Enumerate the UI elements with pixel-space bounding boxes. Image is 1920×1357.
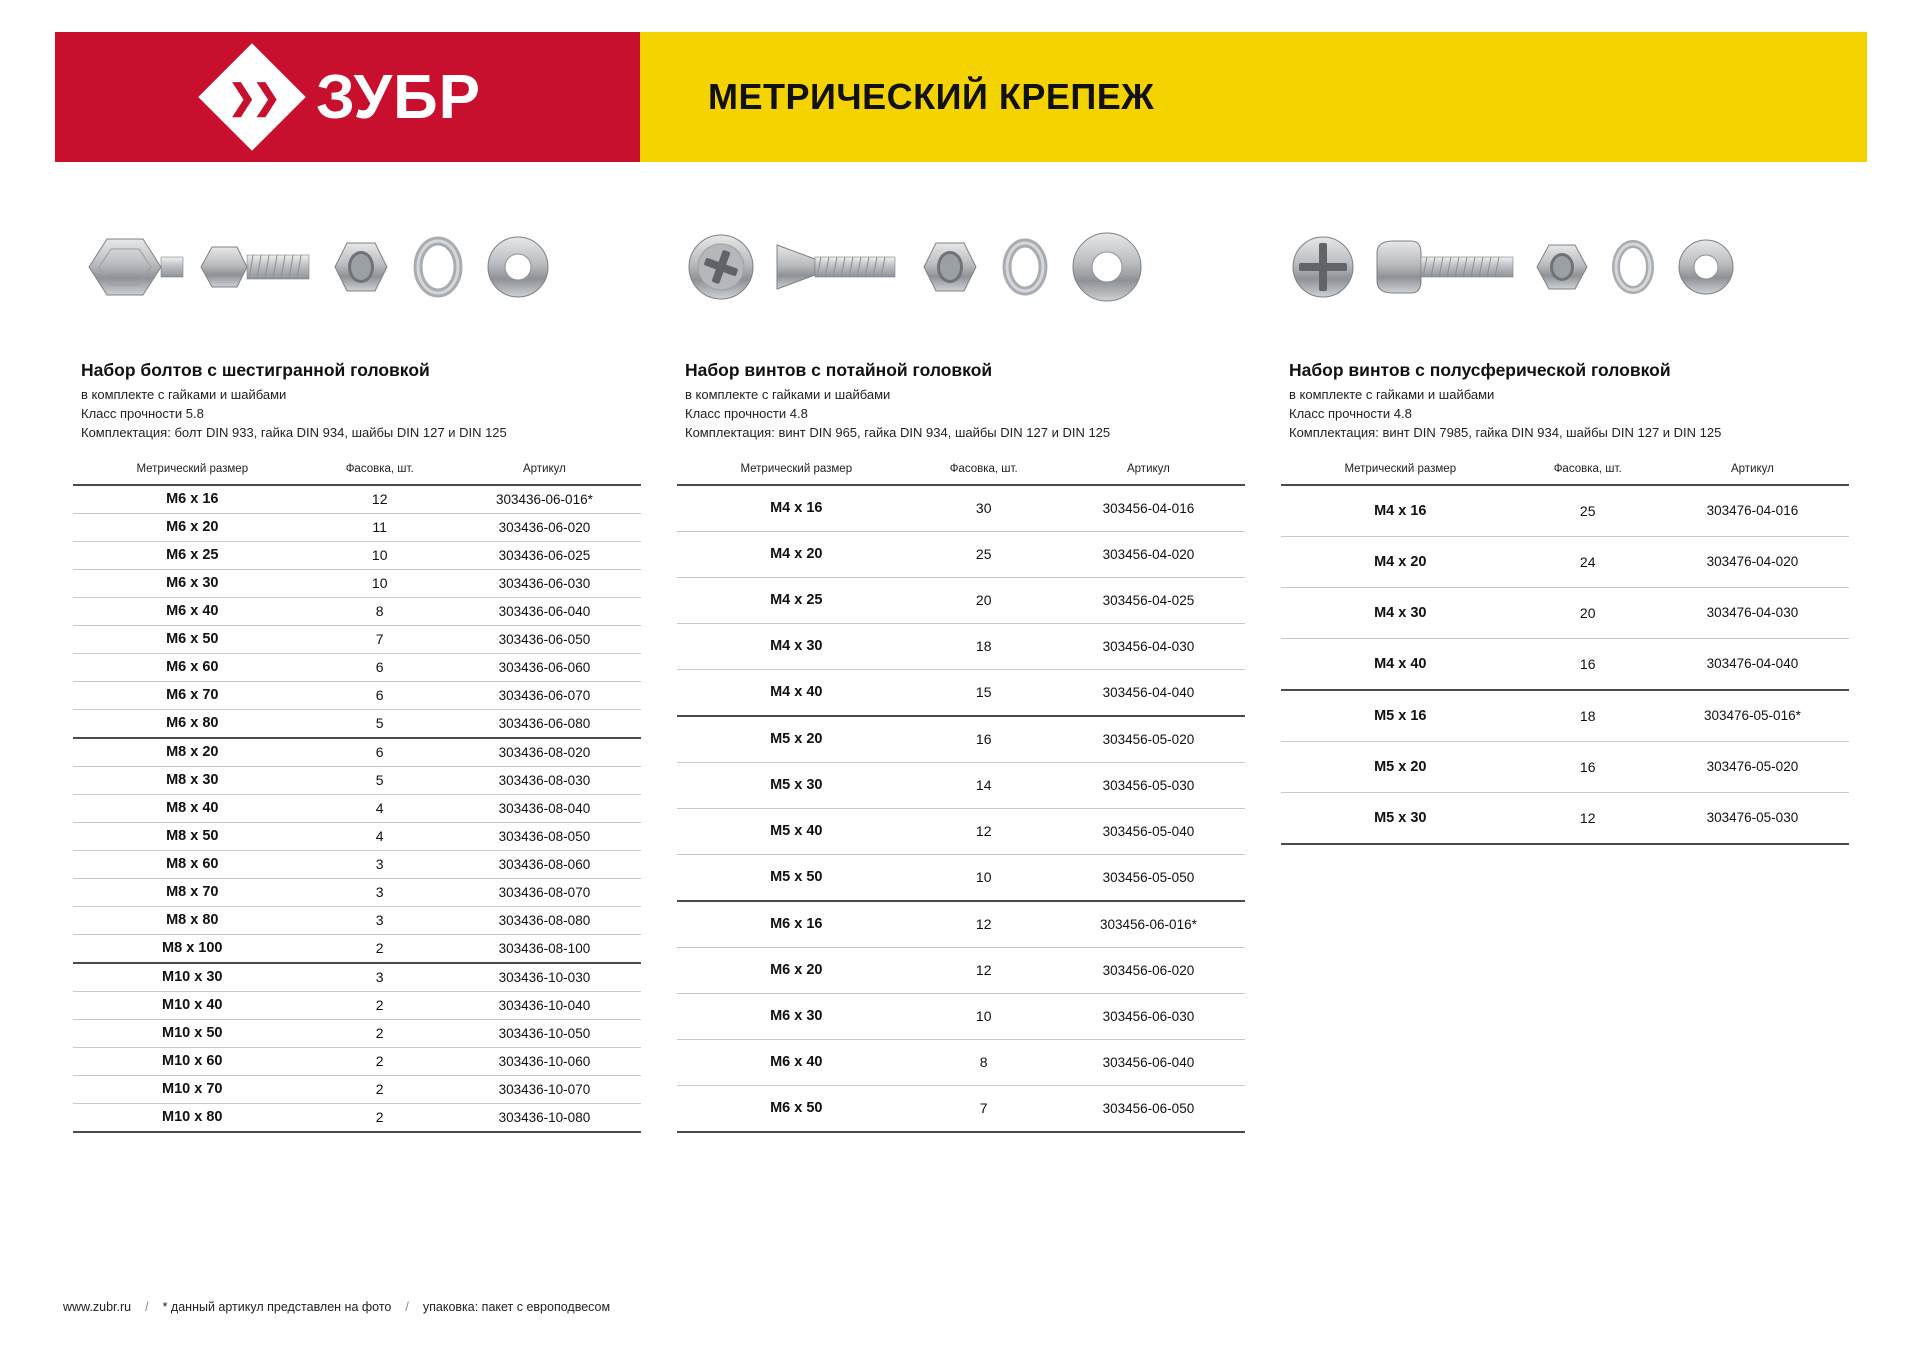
- flat-washer-icon: [1671, 217, 1741, 317]
- cell-size: M6 x 30: [677, 993, 916, 1039]
- cell-quantity: 24: [1520, 536, 1656, 587]
- cell-size: M8 x 100: [73, 934, 312, 963]
- cell-quantity: 3: [312, 878, 448, 906]
- page-header: [55, 32, 1867, 162]
- cell-article: 303456-04-020: [1052, 531, 1245, 577]
- cell-size: M8 x 80: [73, 906, 312, 934]
- footer-note: * данный артикул представлен на фото: [162, 1300, 392, 1314]
- cell-size: M6 x 20: [677, 947, 916, 993]
- cell-quantity: 6: [312, 738, 448, 767]
- cell-size: M4 x 40: [677, 669, 916, 716]
- table-row: [73, 709, 641, 738]
- cell-size: M10 x 50: [73, 1019, 312, 1047]
- cell-article: 303436-06-060: [448, 653, 641, 681]
- footer-separator-2: /: [405, 1300, 409, 1314]
- cell-article: 303436-10-080: [448, 1103, 641, 1132]
- cell-size: M5 x 30: [1281, 792, 1520, 844]
- cell-quantity: 4: [312, 822, 448, 850]
- cell-article: 303456-05-020: [1052, 716, 1245, 763]
- cell-article: 303456-04-025: [1052, 577, 1245, 623]
- cell-size: M4 x 20: [1281, 536, 1520, 587]
- cell-size: M10 x 30: [73, 963, 312, 992]
- cell-article: 303436-06-020: [448, 513, 641, 541]
- cell-article: 303456-04-040: [1052, 669, 1245, 716]
- col-header-qty: Фасовка, шт.: [312, 457, 448, 485]
- set-line-2: Класс прочности 4.8: [685, 405, 808, 421]
- cell-size: M6 x 50: [677, 1085, 916, 1132]
- cell-quantity: 7: [312, 625, 448, 653]
- cell-quantity: 16: [1520, 638, 1656, 690]
- table-row: [677, 901, 1245, 948]
- cell-quantity: 10: [312, 541, 448, 569]
- countersunk-screws-table: [677, 457, 1245, 1133]
- column-countersunk-screws: [659, 162, 1263, 1262]
- cell-article: 303436-08-060: [448, 850, 641, 878]
- cell-quantity: 11: [312, 513, 448, 541]
- column-pan-head-screws: [1263, 162, 1867, 1262]
- cell-quantity: 2: [312, 934, 448, 963]
- set-line-2: Класс прочности 5.8: [81, 405, 204, 421]
- footer-separator-1: /: [145, 1300, 149, 1314]
- col-header-size: Метрический размер: [1281, 457, 1520, 485]
- cell-article: 303436-08-020: [448, 738, 641, 767]
- cell-article: 303436-08-050: [448, 822, 641, 850]
- brand-logo-block: [55, 32, 640, 162]
- table-header-row: [1281, 457, 1849, 485]
- cell-quantity: 6: [312, 681, 448, 709]
- cell-article: 303456-06-050: [1052, 1085, 1245, 1132]
- table-row: [677, 577, 1245, 623]
- table-row: [73, 1075, 641, 1103]
- set-line-1: в комплекте с гайками и шайбами: [1289, 387, 1495, 402]
- cell-article: 303476-05-016*: [1656, 690, 1849, 742]
- cell-quantity: 3: [312, 850, 448, 878]
- set-line-3: Комплектация: болт DIN 933, гайка DIN 934, шайбы DIN 127 и DIN 125: [81, 424, 507, 440]
- hex-bolts-set-info: [73, 360, 641, 443]
- cell-size: M6 x 30: [73, 569, 312, 597]
- cell-article: 303436-08-040: [448, 794, 641, 822]
- cell-article: 303456-05-030: [1052, 762, 1245, 808]
- cell-size: M4 x 25: [677, 577, 916, 623]
- cell-article: 303476-05-020: [1656, 741, 1849, 792]
- cell-article: 303436-06-025: [448, 541, 641, 569]
- table-row: [677, 623, 1245, 669]
- table-row: [1281, 690, 1849, 742]
- cell-size: M5 x 50: [677, 854, 916, 901]
- cell-quantity: 25: [1520, 485, 1656, 537]
- cell-quantity: 10: [916, 854, 1052, 901]
- cell-quantity: 16: [916, 716, 1052, 763]
- table-row: [73, 934, 641, 963]
- col-header-article: Артикул: [448, 457, 641, 485]
- table-row: [677, 808, 1245, 854]
- cell-quantity: 25: [916, 531, 1052, 577]
- table-row: [73, 963, 641, 992]
- set-title: Набор винтов с потайной головкой: [685, 360, 993, 380]
- countersunk-screw-head-icon: [681, 217, 761, 317]
- cell-article: 303436-06-070: [448, 681, 641, 709]
- page-footer: [63, 1300, 1853, 1314]
- spring-washer-icon: [996, 217, 1054, 317]
- table-row: [73, 1047, 641, 1075]
- cell-article: 303456-05-050: [1052, 854, 1245, 901]
- cell-quantity: 2: [312, 1019, 448, 1047]
- set-title: Набор винтов с полусферической головкой: [1289, 360, 1671, 380]
- cell-article: 303436-08-080: [448, 906, 641, 934]
- hex-nut-icon: [916, 217, 986, 317]
- hex-bolts-illustration: [73, 192, 641, 342]
- table-row: [73, 822, 641, 850]
- col-header-article: Артикул: [1052, 457, 1245, 485]
- cell-article: 303476-05-030: [1656, 792, 1849, 844]
- set-line-3: Комплектация: винт DIN 7985, гайка DIN 934, шайбы DIN 127 и DIN 125: [1289, 424, 1722, 440]
- table-row: [1281, 587, 1849, 638]
- col-header-size: Метрический размер: [677, 457, 916, 485]
- table-row: [73, 681, 641, 709]
- cell-size: M8 x 60: [73, 850, 312, 878]
- cell-quantity: 10: [916, 993, 1052, 1039]
- countersunk-screws-illustration: [677, 192, 1245, 342]
- set-title: Набор болтов с шестигранной головкой: [81, 360, 430, 380]
- table-row: [1281, 536, 1849, 587]
- hex-bolts-table: [73, 457, 641, 1133]
- cell-size: M8 x 70: [73, 878, 312, 906]
- cell-article: 303456-06-040: [1052, 1039, 1245, 1085]
- zubr-diamond-logo-icon: [198, 43, 305, 150]
- cell-size: M5 x 40: [677, 808, 916, 854]
- table-row: [73, 1019, 641, 1047]
- cell-size: M5 x 30: [677, 762, 916, 808]
- table-row: [677, 716, 1245, 763]
- cell-article: 303436-06-040: [448, 597, 641, 625]
- cell-quantity: 20: [916, 577, 1052, 623]
- table-row: [677, 993, 1245, 1039]
- hex-bolt-long-icon: [197, 217, 317, 317]
- column-hex-bolts: [55, 162, 659, 1262]
- cell-article: 303456-06-030: [1052, 993, 1245, 1039]
- cell-quantity: 14: [916, 762, 1052, 808]
- hex-nut-icon: [1531, 217, 1595, 317]
- logo-arrows-glyph: ❯❯: [227, 77, 277, 116]
- cell-size: M6 x 20: [73, 513, 312, 541]
- col-header-qty: Фасовка, шт.: [1520, 457, 1656, 485]
- pan-head-set-info: [1281, 360, 1849, 443]
- cell-size: M8 x 50: [73, 822, 312, 850]
- table-row: [73, 906, 641, 934]
- cell-quantity: 12: [916, 947, 1052, 993]
- cell-size: M5 x 20: [677, 716, 916, 763]
- table-row: [677, 854, 1245, 901]
- cell-quantity: 12: [916, 808, 1052, 854]
- cell-quantity: 30: [916, 485, 1052, 532]
- table-row: [677, 1085, 1245, 1132]
- cell-size: M6 x 16: [73, 485, 312, 514]
- table-row: [73, 766, 641, 794]
- flat-washer-icon: [479, 217, 557, 317]
- hex-bolt-icon: [77, 217, 187, 317]
- cell-size: M10 x 60: [73, 1047, 312, 1075]
- cell-article: 303436-06-080: [448, 709, 641, 738]
- table-row: [1281, 485, 1849, 537]
- cell-size: M4 x 30: [1281, 587, 1520, 638]
- cell-quantity: 18: [1520, 690, 1656, 742]
- cell-size: M10 x 80: [73, 1103, 312, 1132]
- table-row: [1281, 792, 1849, 844]
- cell-quantity: 18: [916, 623, 1052, 669]
- cell-size: M6 x 50: [73, 625, 312, 653]
- table-row: [73, 597, 641, 625]
- cell-quantity: 5: [312, 766, 448, 794]
- cell-quantity: 12: [916, 901, 1052, 948]
- cell-article: 303436-08-070: [448, 878, 641, 906]
- col-header-qty: Фасовка, шт.: [916, 457, 1052, 485]
- cell-article: 303476-04-040: [1656, 638, 1849, 690]
- cell-size: M6 x 16: [677, 901, 916, 948]
- page-title-block: [640, 32, 1867, 162]
- col-header-size: Метрический размер: [73, 457, 312, 485]
- cell-article: 303436-08-100: [448, 934, 641, 963]
- table-row: [677, 531, 1245, 577]
- cell-article: 303436-06-050: [448, 625, 641, 653]
- countersunk-screws-table-body: [677, 485, 1245, 1132]
- table-row: [73, 569, 641, 597]
- cell-quantity: 2: [312, 1103, 448, 1132]
- cell-size: M8 x 30: [73, 766, 312, 794]
- pan-head-screw-icon: [1371, 217, 1521, 317]
- cell-article: 303476-04-020: [1656, 536, 1849, 587]
- cell-size: M6 x 40: [73, 597, 312, 625]
- cell-size: M10 x 40: [73, 991, 312, 1019]
- table-row: [677, 947, 1245, 993]
- cell-article: 303476-04-030: [1656, 587, 1849, 638]
- cell-article: 303436-10-060: [448, 1047, 641, 1075]
- cell-quantity: 15: [916, 669, 1052, 716]
- cell-article: 303436-06-016*: [448, 485, 641, 514]
- cell-article: 303436-10-030: [448, 963, 641, 992]
- cell-quantity: 10: [312, 569, 448, 597]
- cell-size: M6 x 60: [73, 653, 312, 681]
- cell-size: M8 x 40: [73, 794, 312, 822]
- cell-size: M6 x 25: [73, 541, 312, 569]
- footer-website[interactable]: www.zubr.ru: [63, 1300, 132, 1314]
- cell-quantity: 3: [312, 963, 448, 992]
- spring-washer-icon: [1605, 217, 1661, 317]
- table-row: [677, 669, 1245, 716]
- cell-quantity: 2: [312, 1075, 448, 1103]
- table-row: [73, 850, 641, 878]
- table-row: [73, 625, 641, 653]
- cell-article: 303476-04-016: [1656, 485, 1849, 537]
- cell-quantity: 7: [916, 1085, 1052, 1132]
- pan-head-screw-head-icon: [1285, 217, 1361, 317]
- table-row: [73, 738, 641, 767]
- table-row: [73, 991, 641, 1019]
- cell-quantity: 8: [312, 597, 448, 625]
- brand-name: ЗУБР: [316, 62, 481, 132]
- set-line-1: в комплекте с гайками и шайбами: [685, 387, 891, 402]
- set-line-1: в комплекте с гайками и шайбами: [81, 387, 287, 402]
- col-header-article: Артикул: [1656, 457, 1849, 485]
- cell-quantity: 12: [312, 485, 448, 514]
- cell-article: 303456-04-016: [1052, 485, 1245, 532]
- cell-size: M5 x 20: [1281, 741, 1520, 792]
- cell-article: 303456-05-040: [1052, 808, 1245, 854]
- page-title: МЕТРИЧЕСКИЙ КРЕПЕЖ: [708, 76, 1155, 117]
- cell-size: M4 x 30: [677, 623, 916, 669]
- cell-size: M4 x 40: [1281, 638, 1520, 690]
- set-line-3: Комплектация: винт DIN 965, гайка DIN 934, шайбы DIN 127 и DIN 125: [685, 424, 1111, 440]
- flat-washer-icon: [1064, 217, 1150, 317]
- cell-quantity: 2: [312, 991, 448, 1019]
- cell-article: 303436-08-030: [448, 766, 641, 794]
- hex-nut-icon: [327, 217, 397, 317]
- pan-head-screws-table-body: [1281, 485, 1849, 844]
- cell-size: M4 x 20: [677, 531, 916, 577]
- cell-quantity: 6: [312, 653, 448, 681]
- cell-size: M4 x 16: [1281, 485, 1520, 537]
- countersunk-screw-icon: [771, 217, 906, 317]
- cell-size: M6 x 80: [73, 709, 312, 738]
- cell-quantity: 8: [916, 1039, 1052, 1085]
- table-row: [73, 485, 641, 514]
- table-row: [73, 513, 641, 541]
- cell-quantity: 12: [1520, 792, 1656, 844]
- set-line-2: Класс прочности 4.8: [1289, 405, 1412, 421]
- cell-article: 303436-10-040: [448, 991, 641, 1019]
- catalog-page: [55, 32, 1867, 1324]
- table-header-row: [677, 457, 1245, 485]
- table-row: [677, 485, 1245, 532]
- table-row: [73, 653, 641, 681]
- pan-head-screws-table: [1281, 457, 1849, 845]
- pan-head-screws-illustration: [1281, 192, 1849, 342]
- cell-size: M8 x 20: [73, 738, 312, 767]
- hex-bolts-table-body: [73, 485, 641, 1132]
- cell-size: M6 x 40: [677, 1039, 916, 1085]
- table-row: [1281, 741, 1849, 792]
- cell-quantity: 16: [1520, 741, 1656, 792]
- table-row: [73, 878, 641, 906]
- table-header-row: [73, 457, 641, 485]
- cell-quantity: 3: [312, 906, 448, 934]
- cell-article: 303456-06-016*: [1052, 901, 1245, 948]
- table-row: [1281, 638, 1849, 690]
- table-row: [677, 762, 1245, 808]
- table-row: [73, 1103, 641, 1132]
- cell-article: 303456-04-030: [1052, 623, 1245, 669]
- columns-container: [55, 162, 1867, 1262]
- countersunk-set-info: [677, 360, 1245, 443]
- cell-article: 303456-06-020: [1052, 947, 1245, 993]
- cell-article: 303436-10-070: [448, 1075, 641, 1103]
- cell-quantity: 2: [312, 1047, 448, 1075]
- cell-size: M10 x 70: [73, 1075, 312, 1103]
- cell-article: 303436-10-050: [448, 1019, 641, 1047]
- cell-article: 303436-06-030: [448, 569, 641, 597]
- cell-size: M4 x 16: [677, 485, 916, 532]
- spring-washer-icon: [407, 217, 469, 317]
- cell-size: M5 x 16: [1281, 690, 1520, 742]
- cell-size: M6 x 70: [73, 681, 312, 709]
- footer-packaging: упаковка: пакет с европодвесом: [422, 1300, 611, 1314]
- table-row: [73, 541, 641, 569]
- cell-quantity: 5: [312, 709, 448, 738]
- table-row: [677, 1039, 1245, 1085]
- table-row: [73, 794, 641, 822]
- cell-quantity: 20: [1520, 587, 1656, 638]
- cell-quantity: 4: [312, 794, 448, 822]
